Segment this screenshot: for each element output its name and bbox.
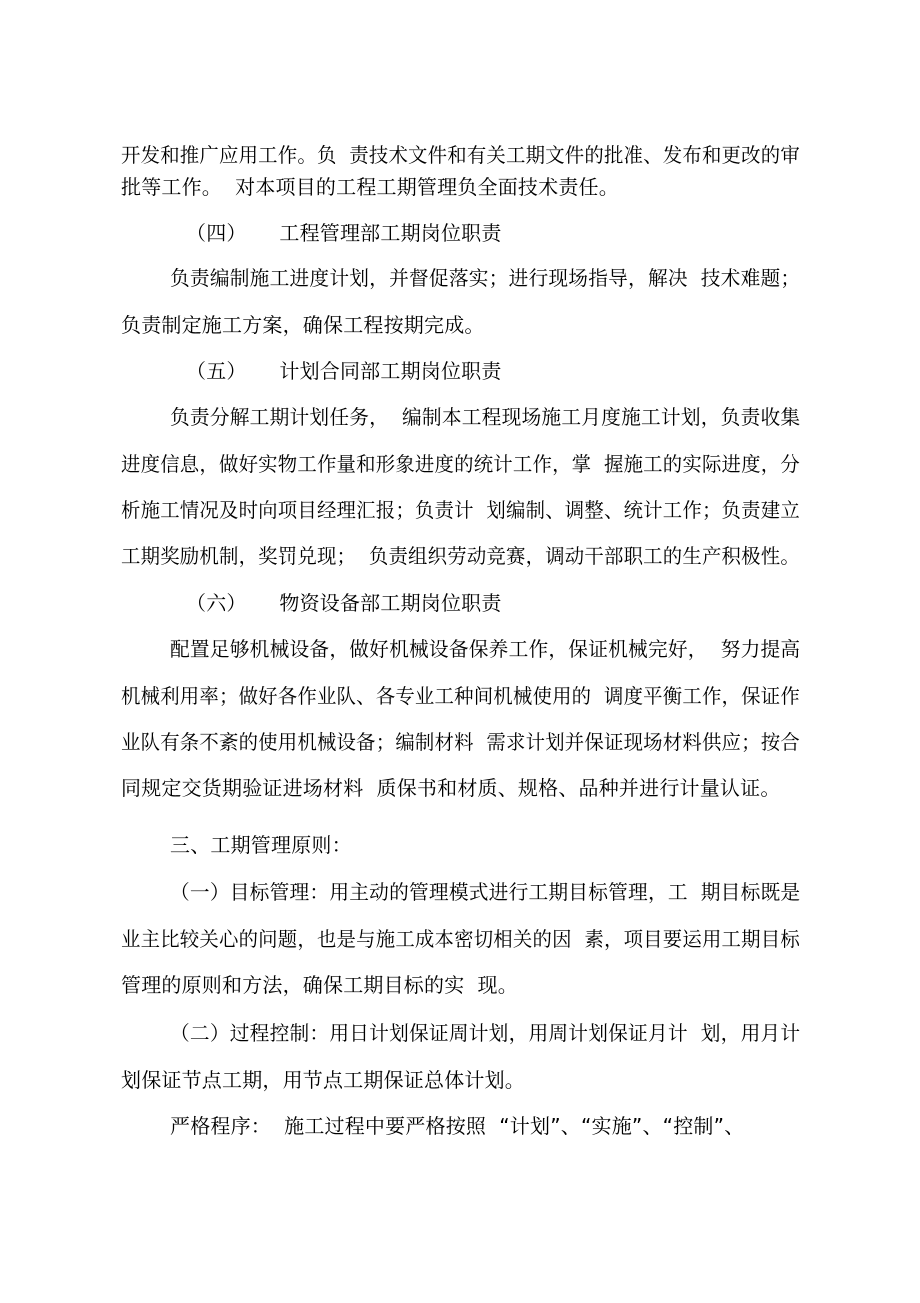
text-line-10: 工期奖励机制，奖罚兑现； 负责组织劳动竞赛，调动干部职工的生产积极性。 xyxy=(121,544,800,568)
chapter-heading-3: 三、工期管理原则： xyxy=(170,833,352,857)
text-line-22: 严格程序： 施工过程中要严格按照 “计划”、“实施”、“控制”、 xyxy=(170,1114,745,1138)
text-line-1: 开发和推广应用工作。负 责技术文件和有关工期文件的批准、发布和更改的审 xyxy=(121,143,800,167)
text-line-13: 机械利用率；做好各作业队、各专业工种间机械使用的 调度平衡工作，保证作 xyxy=(121,684,800,708)
text-line-19: 管理的原则和方法，确保工期目标的实 现。 xyxy=(121,973,518,997)
text-line-8: 进度信息，做好实物工作量和形象进度的统计工作，掌 握施工的实际进度，分 xyxy=(121,452,800,476)
section-heading-4: （四） 工程管理部工期岗位职责 xyxy=(186,221,502,245)
section-heading-6: （六） 物资设备部工期岗位职责 xyxy=(186,591,502,615)
text-line-14: 业队有条不紊的使用机械设备；编制材料 需求计划并保证现场材料供应；按合 xyxy=(121,730,800,754)
text-line-5: 负责制定施工方案，确保工程按期完成。 xyxy=(121,313,485,337)
text-line-2: 批等工作。 对本项目的工程工期管理负全面技术责任。 xyxy=(121,175,619,199)
text-line-4: 负责编制施工进度计划，并督促落实；进行现场指导，解决 技术难题； xyxy=(170,266,801,290)
text-line-21: 划保证节点工期，用节点工期保证总体计划。 xyxy=(121,1068,525,1092)
text-line-9: 析施工情况及时向项目经理汇报；负责计 划编制、调整、统计工作；负责建立 xyxy=(121,498,800,522)
text-line-15: 同规定交货期验证进场材料 质保书和材质、规格、品种并进行计量认证。 xyxy=(121,776,781,800)
text-line-20: （二）过程控制：用日计划保证周计划，用周计划保证月计 划，用月计 xyxy=(170,1021,801,1045)
text-line-17: （一）目标管理：用主动的管理模式进行工期目标管理，工 期目标既是 xyxy=(170,880,801,904)
text-line-18: 业主比较关心的问题，也是与施工成本密切相关的因 素，项目要运用工期目标 xyxy=(121,927,800,951)
text-line-12: 配置足够机械设备，做好机械设备保养工作，保证机械完好， 努力提高 xyxy=(170,637,801,661)
section-heading-5: （五） 计划合同部工期岗位职责 xyxy=(186,359,502,383)
text-line-7: 负责分解工期计划任务， 编制本工程现场施工月度施工计划，负责收集 xyxy=(170,405,801,429)
